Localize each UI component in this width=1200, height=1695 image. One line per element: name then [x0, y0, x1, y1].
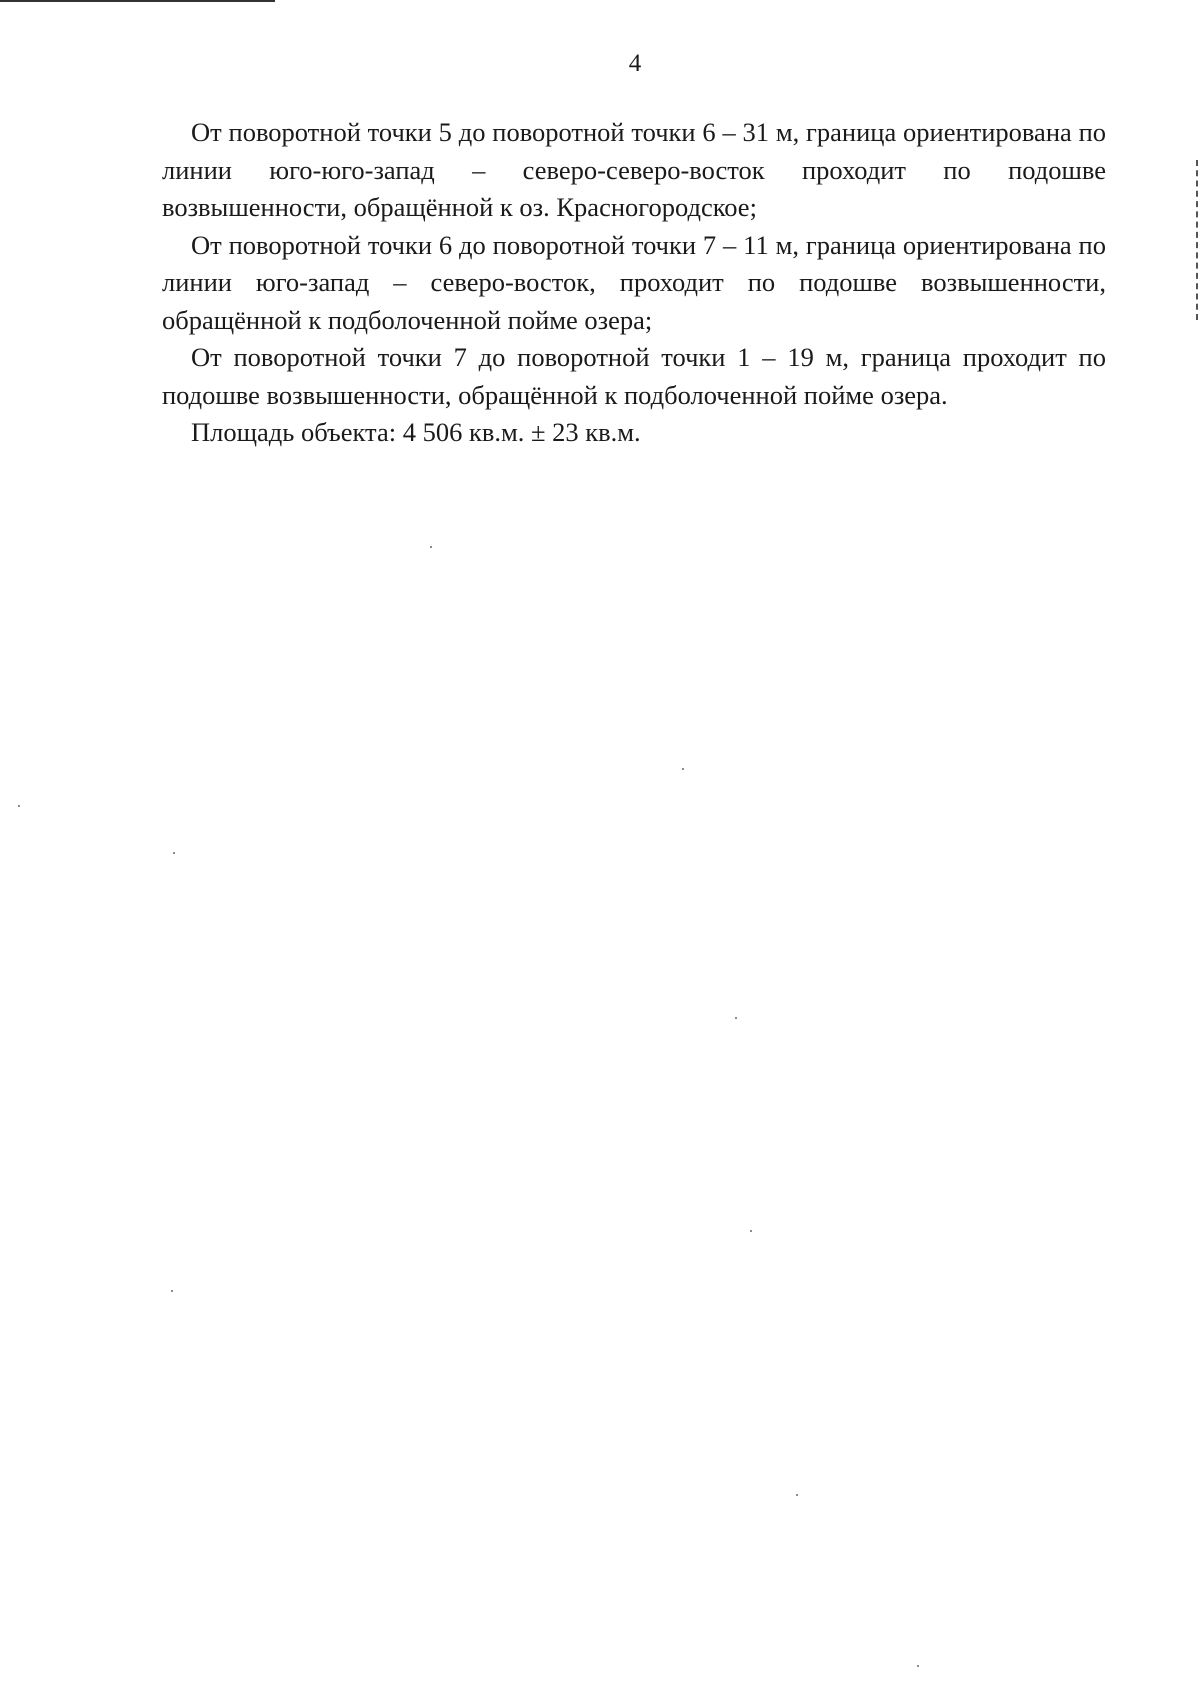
scan-speck [917, 1665, 919, 1667]
scan-edge-marks [1194, 160, 1198, 320]
scan-speck [18, 805, 20, 807]
scan-top-rule [0, 0, 275, 2]
scan-speck [171, 1290, 173, 1292]
scan-speck [735, 1017, 737, 1019]
scan-speck [430, 546, 432, 548]
scan-speck [173, 852, 175, 854]
paragraph-segment-6-7: От поворотной точки 6 до поворотной точки 7 – 11 м, граница ориентирована по линии юго-запад – северо-восток, проходит по подошве возвышенности, обращённой к подболоченной пойме озера; [162, 229, 1106, 335]
paragraph-segment-7-1: От поворотной точки 7 до поворотной точки 1 – 19 м, граница проходит по подошве возвышенности, обращённой к подболоченной пойме озера. [162, 342, 1106, 410]
body-text [162, 114, 1106, 452]
scan-speck [682, 768, 684, 770]
scan-speck [750, 1230, 752, 1232]
page-number: 4 [628, 50, 642, 77]
scan-speck [796, 1494, 798, 1496]
paragraph-segment-5-6: От поворотной точки 5 до поворотной точки 6 – 31 м, граница ориентирована по линии юго-юго-запад – северо-северо-восток проходит по подошве возвышенности, обращённой к оз. Красногородское; [162, 117, 1106, 222]
paragraph-area: Площадь объекта: 4 506 кв.м. ± 23 кв.м. [191, 417, 641, 447]
